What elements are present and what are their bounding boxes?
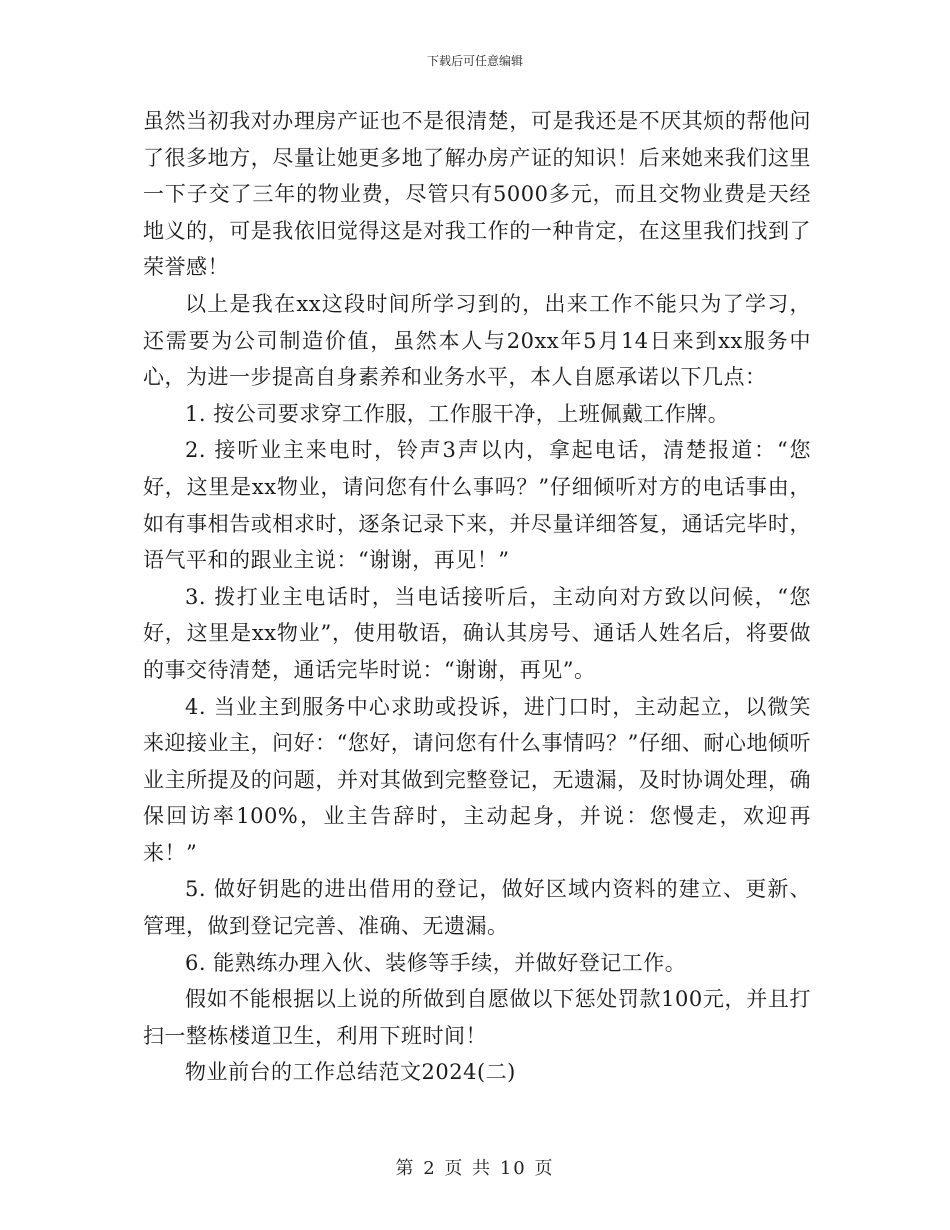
list-item-3: 3. 拨打业主电话时，当电话接听后，主动向对方致以问候，“您好，这里是xx物业”，使用敬语，确认其房号、通话人姓名后，将要做的事交待清楚，通话完毕时说：“谢谢，再见”。 bbox=[143, 584, 811, 682]
penalty-paragraph: 假如不能根据以上说的所做到自愿做以下惩处罚款100元，并且打扫一整栋楼道卫生，利用下班时间！ bbox=[143, 987, 811, 1048]
document-body bbox=[143, 103, 811, 1091]
page-number-footer: 第 2 页 共 10 页 bbox=[395, 1158, 555, 1179]
section-title: 物业前台的工作总结范文2024(二) bbox=[185, 1060, 516, 1085]
list-item-2: 2. 接听业主来电时，铃声3声以内，拿起电话，清楚报道：“您好，这里是xx物业，请问您有什么事吗？”仔细倾听对方的电话事由，如有事相告或相求时，逐条记录下来，并尽量详细答复，通话完毕时，语气平和的跟业主说：“谢谢，再见！” bbox=[143, 438, 811, 573]
list-item-5: 5. 做好钥匙的进出借用的登记，做好区域内资料的建立、更新、管理，做到登记完善、准确、无遗漏。 bbox=[143, 877, 811, 939]
paragraph-1: 虽然当初我对办理房产证也不是很清楚，可是我还是不厌其烦的帮他问了很多地方，尽量让她更多地了解办房产证的知识！后来她来我们这里一下子交了三年的物业费，尽管只有5000多元，而且交物业费是天经地义的，可是我依旧觉得这是对我工作的一种肯定，在这里我们找到了荣誉感！ bbox=[143, 109, 811, 280]
page-header-note: 下载后可任意编辑 bbox=[426, 54, 523, 68]
list-item-4: 4. 当业主到服务中心求助或投诉，进门口时，主动起立，以微笑来迎接业主，问好：“您好，请问您有什么事情吗？”仔细、耐心地倾听业主所提及的问题，并对其做到完整登记，无遗漏，及时协调处理，确保回访率100%，业主告辞时，主动起身，并说：您慢走，欢迎再来！” bbox=[143, 694, 811, 865]
list-item-6: 6. 能熟练办理入伙、装修等手续，并做好登记工作。 bbox=[185, 950, 687, 975]
paragraph-2: 以上是我在xx这段时间所学习到的，出来工作不能只为了学习，还需要为公司制造价值，虽然本人与20xx年5月14日来到xx服务中心，为进一步提高自身素养和业务水平，本人自愿承诺以下几点： bbox=[143, 291, 811, 390]
list-item-1: 1. 按公司要求穿工作服，工作服干净，上班佩戴工作牌。 bbox=[185, 401, 730, 426]
